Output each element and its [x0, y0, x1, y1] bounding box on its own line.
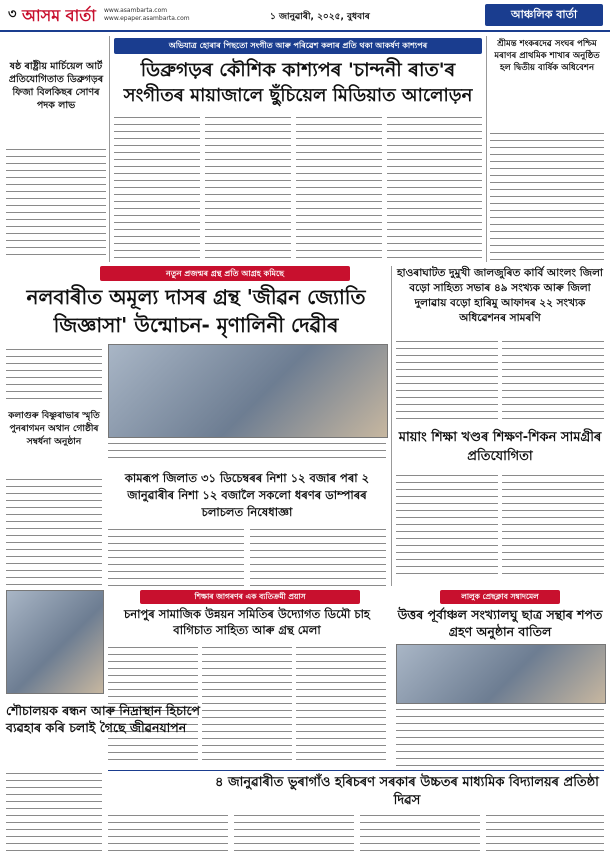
mayang-text-col-1	[396, 472, 498, 576]
uttar-headline: উত্তৰ পূৰ্বাঞ্চল সংখ্যালঘু ছাত্ৰ সন্থাৰ শপত গ্ৰহণ অনুষ্ঠান বাতিল	[397, 607, 603, 639]
mayang-headline: মায়াং শিক্ষা খণ্ডৰ শিক্ষণ-শিকন সামগ্ৰীৰ প্ৰতিযোগিতা	[398, 430, 602, 464]
website-links	[104, 7, 190, 23]
book-headline-line1: নলবাৰীত অমূল্য দাসৰ গ্ৰন্থ 'জীৱন জ্যোতি	[26, 285, 366, 309]
kalaguru-headline: কলাগুৰু বিষ্ণুৰাভাৰ স্মৃতি পুনৰাগমন অথান গোষ্ঠীৰ সম্বৰ্ধনা অনুষ্ঠান	[8, 411, 100, 447]
bhuragaon-headline: ৪ জানুৱাৰীত ভুৰাগাঁও হৰিচৰণ সৰকাৰ উচ্চতৰ মাধ্যমিক বিদ্যালয়ৰ প্ৰতিষ্ঠা দিৱস	[215, 775, 599, 808]
kamrup-text-col-2	[250, 526, 386, 586]
newspaper-logo: আসম বাৰ্তা	[22, 6, 96, 25]
section-rule	[108, 770, 604, 771]
epaper-url[interactable]: www.epaper.asambarta.com	[104, 15, 190, 22]
bhuragaon-text-col-2	[234, 812, 354, 856]
page-number: ৩	[8, 7, 17, 22]
bhuragaon-text-col-1	[108, 812, 228, 856]
uttar-article-text	[396, 706, 604, 766]
chapor-text-col-2	[202, 644, 292, 766]
uttar-kicker: লালুক প্ৰেছক্লাব সম্বাদমেল	[440, 590, 560, 604]
book-photo-caption-text	[108, 440, 386, 464]
book-article-text	[6, 346, 102, 404]
uttar-press-meet-photo	[396, 644, 606, 704]
right-top-headline: শ্ৰীমন্ত শংকৰদেৱ সংঘৰ পশ্চিম মৰাণৰ প্ৰাথমিক শাখাৰ অনুষ্ঠিত হল দ্বিতীয় বাৰ্ষিক অধিবেশন	[494, 39, 600, 73]
sanitation-text-col-1	[6, 770, 102, 856]
section-label: আঞ্চলিক বাৰ্তা	[485, 4, 603, 26]
hauraghat-text-col-2	[502, 338, 604, 424]
lead-text-col-2	[205, 114, 291, 260]
column-divider	[486, 36, 487, 262]
left-lower-photo	[6, 590, 104, 694]
lead-text-col-1	[114, 114, 200, 260]
bhuragaon-text-col-4	[486, 812, 604, 856]
book-headline-line2: জিজ্ঞাসা' উন্মোচন- মৃণালিনী দেৱীৰ	[53, 313, 339, 337]
sanitation-headline: শৌচালয়ক ৰন্ধন আৰু নিদ্ৰাস্থান হিচাপে ব্যৱহাৰ কৰি চলাই গৈছে জীৱনযাপন	[6, 703, 200, 735]
chapor-text-col-3	[296, 644, 386, 766]
lead-kicker: অভিযাত্ৰ হোৰাৰ পিছতো সংগীত আৰু পৰিৱেশ কলাৰ প্ৰতি থকা আকৰ্ষণ কাশ্যপৰ	[114, 38, 482, 54]
bhuragaon-text-col-3	[360, 812, 480, 856]
hauraghat-headline: হাওৰাঘাটত দুমুখী জালজুৰিত কাৰ্বি আংলং জিলা বড়ো সাহিত্য সভাৰ ৪৯ সংখ্যক আৰু জিলা দুলাৱায় বড়ো হাৰিমু আফাদৰ ২২ সংখ্যক অধিৱেশনৰ সামৰণি	[397, 267, 603, 324]
right-top-article-text	[490, 130, 604, 260]
book-launch-photo	[108, 344, 388, 438]
column-divider	[391, 266, 392, 586]
column-divider	[109, 36, 110, 262]
kamrup-headline: কামৰূপ জিলাত ৩১ ডিচেম্বৰৰ নিশা ১২ বজাৰ পৰা ২ জানুৱাৰীৰ নিশা ১২ বজালৈ সকলো ধৰণৰ ডাম্পাৰৰ চলাচলত নিষেধাজ্ঞা	[124, 471, 370, 519]
left-top-article-text	[6, 146, 106, 258]
chapor-headline: চনাপুৰ সামাজিক উন্নয়ন সমিতিৰ উদ্যোগত ডিমৌ চাহ বাগিচাত সাহিত্য আৰু গ্ৰন্থ মেলা	[124, 607, 370, 637]
kamrup-text-col-1	[108, 526, 244, 586]
website-url[interactable]: www.asambarta.com	[104, 7, 168, 14]
hauraghat-text-col-1	[396, 338, 498, 424]
mayang-text-col-2	[502, 472, 604, 576]
chapor-kicker: শিক্ষাৰ জাগৰণৰ এক ব্যতিক্ৰমী প্ৰয়াস	[140, 590, 360, 604]
lead-text-col-4	[387, 114, 482, 260]
lead-headline-line1: ডিব্ৰুগড়ৰ কৌশিক কাশ্যপৰ 'চান্দনী ৰাত'ৰ	[140, 59, 456, 81]
kalaguru-article-text	[6, 476, 102, 586]
lead-text-col-3	[296, 114, 382, 260]
book-kicker: নতুন প্ৰজন্মৰ গ্ৰন্থ প্ৰতি আগ্ৰহ কমিছে	[100, 266, 350, 281]
lead-headline-line2: সংগীতৰ মায়াজালে ছুঁচিয়েল মিডিয়াত আলোড়ন	[123, 85, 473, 106]
issue-date: ১ জানুৱাৰী, ২০২৫, বুধবাৰ	[270, 12, 370, 22]
left-top-headline: ষষ্ঠ ৰাষ্ট্ৰীয় মাৰ্চিয়েল আৰ্ট প্ৰতিযোগিতাত ডিব্ৰুগড়ৰ ফিজা বিলকিছৰ সোণৰ পদক লাভ	[8, 61, 104, 111]
